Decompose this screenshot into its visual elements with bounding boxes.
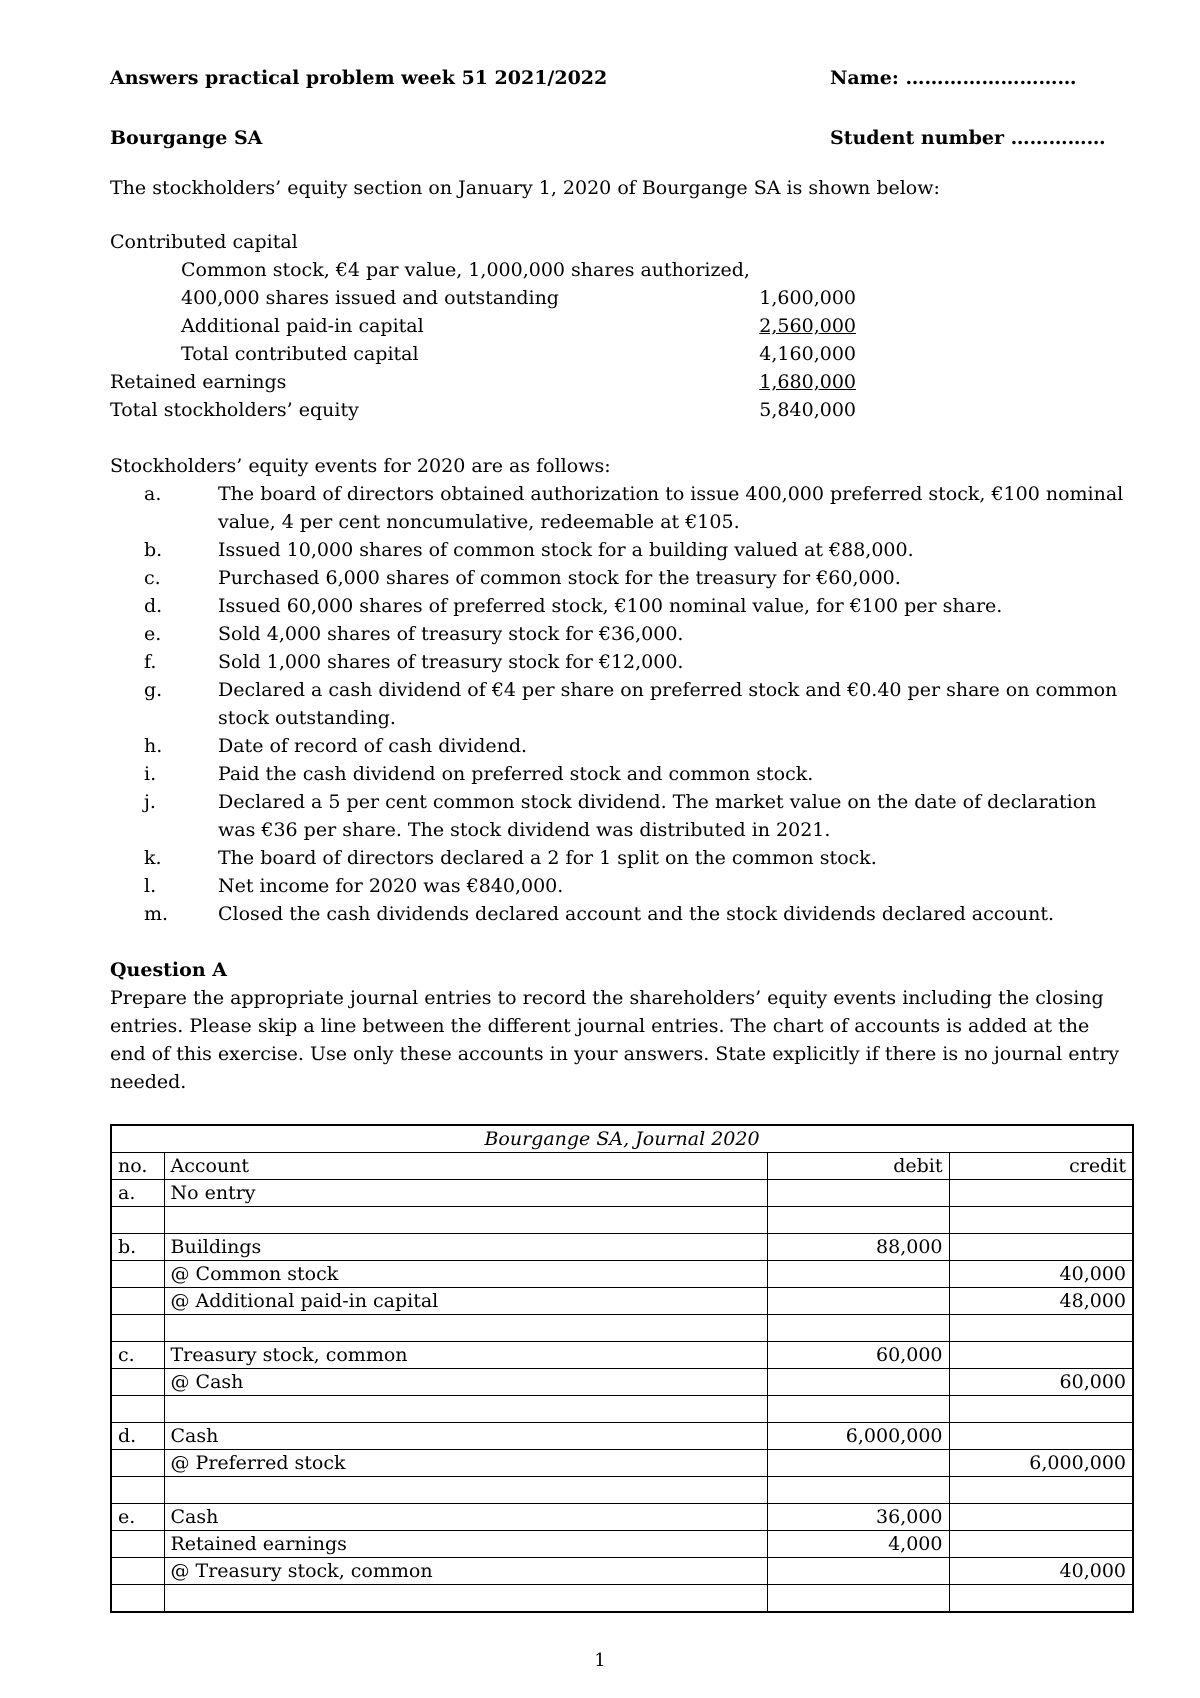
table-row — [111, 1531, 1133, 1558]
cell-account: Buildings — [164, 1234, 767, 1261]
header-account: Account — [164, 1153, 767, 1180]
event-letter: g. — [144, 679, 163, 701]
event-letter: h. — [144, 735, 163, 757]
event-letter: l. — [144, 875, 157, 897]
cell-debit: 4,000 — [767, 1531, 949, 1558]
cell-no — [111, 1288, 164, 1315]
cell-debit — [767, 1558, 949, 1585]
cell-debit — [767, 1207, 949, 1234]
event-text: The board of directors declared a 2 for 1 split on the common stock. — [218, 847, 877, 869]
name-label: Name: ……………………… — [830, 67, 1077, 89]
cell-no — [111, 1477, 164, 1504]
cell-debit — [767, 1396, 949, 1423]
event-item — [110, 480, 1130, 536]
cell-no — [111, 1369, 164, 1396]
apic-value: 2,560,000 — [759, 315, 856, 337]
event-item — [110, 676, 1130, 732]
cell-account: @ Additional paid-in capital — [164, 1288, 767, 1315]
cell-account — [164, 1207, 767, 1234]
cell-account: @ Common stock — [164, 1261, 767, 1288]
apic-label: Additional paid-in capital — [181, 315, 424, 337]
table-row — [111, 1477, 1133, 1504]
cell-debit — [767, 1450, 949, 1477]
cell-credit — [949, 1531, 1133, 1558]
question-text: Prepare the appropriate journal entries to record the shareholders’ equity events including the closing entries. Please skip a line between the different journal entries. The chart of accounts is added at the end of this exercise. Use only these accounts in your answers. State explicitly if there is no journal entry needed. — [110, 987, 1120, 1093]
total-equity-value: 5,840,000 — [759, 399, 856, 421]
cell-credit — [949, 1477, 1133, 1504]
table-row — [111, 1450, 1133, 1477]
event-text: Purchased 6,000 shares of common stock for the treasury for €60,000. — [218, 567, 901, 589]
header-no: no. — [111, 1153, 164, 1180]
table-row — [111, 1423, 1133, 1450]
document-title: Answers practical problem week 51 2021/2022 — [110, 67, 608, 89]
cell-no — [111, 1585, 164, 1613]
cell-credit — [949, 1423, 1133, 1450]
contributed-capital-label: Contributed capital — [110, 231, 298, 253]
cell-no — [111, 1261, 164, 1288]
retained-earnings-value: 1,680,000 — [759, 371, 856, 393]
event-text: Issued 60,000 shares of preferred stock, €100 nominal value, for €100 per share. — [218, 595, 1003, 617]
cell-credit — [949, 1207, 1133, 1234]
cell-account: @ Preferred stock — [164, 1450, 767, 1477]
event-letter: i. — [144, 763, 157, 785]
cell-no — [111, 1315, 164, 1342]
company-name: Bourgange SA — [110, 127, 263, 149]
cell-no — [111, 1558, 164, 1585]
page-number: 1 — [594, 1650, 606, 1671]
event-text: Closed the cash dividends declared account and the stock dividends declared account. — [218, 903, 1054, 925]
cell-no — [111, 1207, 164, 1234]
cell-account: No entry — [164, 1180, 767, 1207]
cell-no: e. — [111, 1504, 164, 1531]
cell-no — [111, 1396, 164, 1423]
journal-caption: Bourgange SA, Journal 2020 — [111, 1125, 1133, 1153]
cell-debit — [767, 1261, 949, 1288]
event-item — [110, 760, 1130, 788]
table-row — [111, 1585, 1133, 1613]
intro-text: The stockholders’ equity section on January 1, 2020 of Bourgange SA is shown below: — [110, 177, 940, 199]
event-text: Sold 1,000 shares of treasury stock for €12,000. — [218, 651, 684, 673]
table-row — [111, 1369, 1133, 1396]
event-text: The board of directors obtained authorization to issue 400,000 preferred stock, €100 nominal value, 4 per cent noncumulative, redeemable at €105. — [218, 483, 1124, 533]
retained-earnings-label: Retained earnings — [110, 371, 287, 393]
cell-account: Treasury stock, common — [164, 1342, 767, 1369]
cell-debit — [767, 1180, 949, 1207]
cell-debit: 36,000 — [767, 1504, 949, 1531]
header-debit: debit — [767, 1153, 949, 1180]
event-item — [110, 788, 1130, 844]
cell-account — [164, 1315, 767, 1342]
journal-caption-row — [111, 1125, 1133, 1153]
cell-debit: 60,000 — [767, 1342, 949, 1369]
cell-debit — [767, 1288, 949, 1315]
event-letter: m. — [144, 903, 169, 925]
cell-no: a. — [111, 1180, 164, 1207]
cell-credit: 60,000 — [949, 1369, 1133, 1396]
total-equity-label: Total stockholders’ equity — [110, 399, 359, 421]
cell-no: b. — [111, 1234, 164, 1261]
cell-credit — [949, 1234, 1133, 1261]
event-letter: b. — [144, 539, 163, 561]
event-letter: a. — [144, 483, 162, 505]
table-row — [111, 1558, 1133, 1585]
event-item — [110, 844, 1130, 872]
event-letter: j. — [144, 791, 156, 813]
event-text: Date of record of cash dividend. — [218, 735, 528, 757]
cell-credit: 40,000 — [949, 1558, 1133, 1585]
event-letter: d. — [144, 595, 163, 617]
cell-debit — [767, 1315, 949, 1342]
cell-no — [111, 1450, 164, 1477]
cell-no: c. — [111, 1342, 164, 1369]
cell-credit — [949, 1396, 1133, 1423]
table-row — [111, 1315, 1133, 1342]
cell-debit: 6,000,000 — [767, 1423, 949, 1450]
cell-debit — [767, 1369, 949, 1396]
event-text: Net income for 2020 was €840,000. — [218, 875, 564, 897]
cell-account — [164, 1585, 767, 1613]
event-text: Declared a cash dividend of €4 per share on preferred stock and €0.40 per share on common stock outstanding. — [218, 679, 1118, 729]
events-intro: Stockholders’ equity events for 2020 are as follows: — [110, 455, 611, 477]
table-row — [111, 1504, 1133, 1531]
events-list — [110, 480, 1130, 928]
common-stock-line2: 400,000 shares issued and outstanding — [181, 287, 559, 309]
event-letter: e. — [144, 623, 162, 645]
cell-account — [164, 1477, 767, 1504]
event-letter: f. — [144, 651, 157, 673]
cell-account — [164, 1396, 767, 1423]
tcc-label: Total contributed capital — [181, 343, 419, 365]
event-item — [110, 900, 1130, 928]
table-row — [111, 1261, 1133, 1288]
event-item — [110, 564, 1130, 592]
journal-table — [110, 1124, 1134, 1613]
table-row — [111, 1342, 1133, 1369]
cell-credit — [949, 1342, 1133, 1369]
cell-debit — [767, 1585, 949, 1613]
header-credit: credit — [949, 1153, 1133, 1180]
event-item — [110, 872, 1130, 900]
cell-credit: 40,000 — [949, 1261, 1133, 1288]
cell-account: @ Treasury stock, common — [164, 1558, 767, 1585]
common-stock-line1: Common stock, €4 par value, 1,000,000 shares authorized, — [181, 259, 750, 281]
cell-credit: 48,000 — [949, 1288, 1133, 1315]
table-row — [111, 1207, 1133, 1234]
table-row — [111, 1288, 1133, 1315]
cell-debit: 88,000 — [767, 1234, 949, 1261]
event-item — [110, 536, 1130, 564]
event-text: Declared a 5 per cent common stock dividend. The market value on the date of declaration was €36 per share. The stock dividend was distributed in 2021. — [218, 791, 1097, 841]
event-letter: c. — [144, 567, 161, 589]
common-stock-value: 1,600,000 — [759, 287, 856, 309]
student-number-label: Student number …………… — [830, 127, 1106, 149]
event-item — [110, 648, 1130, 676]
event-item — [110, 620, 1130, 648]
cell-debit — [767, 1477, 949, 1504]
cell-no: d. — [111, 1423, 164, 1450]
cell-credit — [949, 1504, 1133, 1531]
question-title: Question A — [110, 959, 227, 981]
event-text: Paid the cash dividend on preferred stock and common stock. — [218, 763, 814, 785]
event-item — [110, 732, 1130, 760]
event-letter: k. — [144, 847, 162, 869]
tcc-value: 4,160,000 — [759, 343, 856, 365]
cell-no — [111, 1531, 164, 1558]
event-text: Sold 4,000 shares of treasury stock for €36,000. — [218, 623, 684, 645]
cell-credit — [949, 1585, 1133, 1613]
cell-account: Retained earnings — [164, 1531, 767, 1558]
table-row — [111, 1396, 1133, 1423]
cell-account: Cash — [164, 1504, 767, 1531]
journal-header-row — [111, 1153, 1133, 1180]
event-text: Issued 10,000 shares of common stock for a building valued at €88,000. — [218, 539, 914, 561]
cell-account: @ Cash — [164, 1369, 767, 1396]
cell-account: Cash — [164, 1423, 767, 1450]
cell-credit — [949, 1180, 1133, 1207]
cell-credit: 6,000,000 — [949, 1450, 1133, 1477]
event-item — [110, 592, 1130, 620]
cell-credit — [949, 1315, 1133, 1342]
table-row — [111, 1234, 1133, 1261]
table-row — [111, 1180, 1133, 1207]
